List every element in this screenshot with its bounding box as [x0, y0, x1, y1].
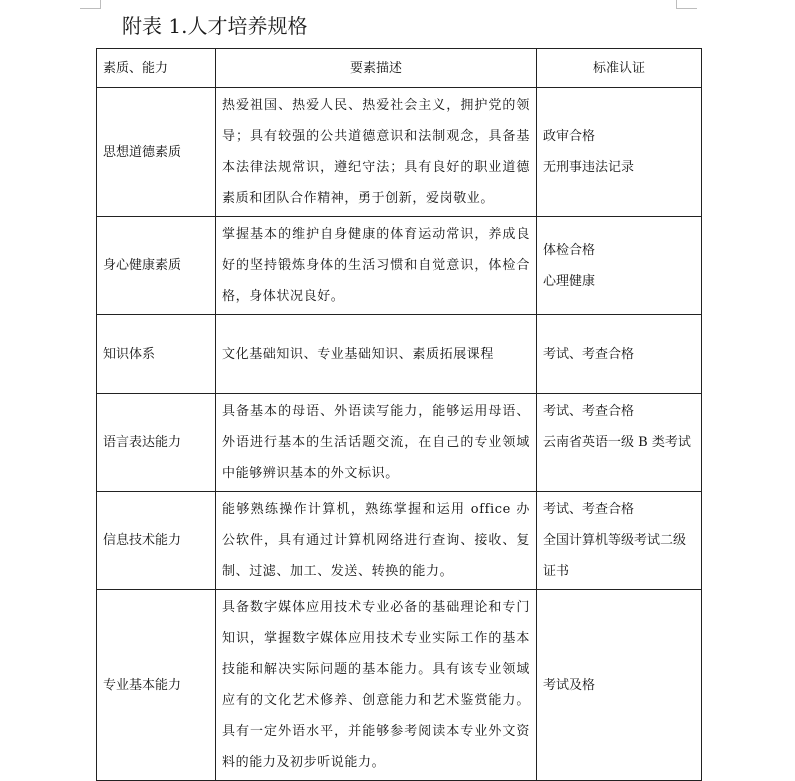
table-row: [97, 315, 702, 394]
table-header-row: [97, 49, 702, 88]
header-quality: 素质、能力: [97, 49, 216, 88]
row-standard: [537, 88, 702, 217]
row-standard: [537, 217, 702, 315]
standard-line: 云南省英语一级 B 类考试: [543, 435, 691, 450]
standard-line: 体检合格: [543, 242, 596, 258]
standard-line: 考试、考查合格: [543, 404, 635, 419]
standard-line: 无刑事违法记录: [543, 160, 635, 175]
talent-spec-table: [96, 48, 702, 781]
row-quality: 知识体系: [97, 315, 216, 394]
row-quality: 身心健康素质: [97, 217, 216, 315]
table-row: [97, 88, 702, 217]
document-title: 附表 1.人才培养规格: [122, 14, 308, 38]
standard-line: 政审合格: [543, 129, 596, 144]
row-standard: [537, 315, 702, 394]
row-description-text: 掌握基本的维护自身健康的体育运动常识，养成良好的坚持锻炼身体的生活习惯和自觉意识，体检合格，身体状况良好。: [222, 227, 530, 304]
row-quality: 专业基本能力: [97, 590, 216, 781]
row-quality: 思想道德素质: [97, 88, 216, 217]
row-description-text: 热爱祖国、热爱人民、热爱社会主义，拥护党的领导；具有较强的公共道德意识和法制观念，具备基本法律法规常识，遵纪守法；具有良好的职业道德素质和团队合作精神，勇于创新，爱岗敬业。: [222, 98, 530, 206]
standard-line: 考试及格: [543, 677, 596, 693]
row-description: [216, 315, 537, 394]
table-row: [97, 217, 702, 315]
row-standard: [537, 394, 702, 492]
header-standard: 标准认证: [537, 49, 702, 88]
row-description: [216, 394, 537, 492]
table-row: [97, 590, 702, 781]
header-description: 要素描述: [216, 49, 537, 88]
row-description: [216, 492, 537, 590]
row-quality: 语言表达能力: [97, 394, 216, 492]
standard-line: 心理健康: [543, 273, 596, 289]
table-row: [97, 394, 702, 492]
row-quality: 信息技术能力: [97, 492, 216, 590]
row-standard: [537, 590, 702, 781]
row-description: [216, 590, 537, 781]
row-description-text: 具备数字媒体应用技术专业必备的基础理论和专门知识，掌握数字媒体应用技术专业实际工作的基本技能和解决实际问题的基本能力。具有该专业领域应有的文化艺术修养、创意能力和艺术鉴赏能力。具有一定外语水平，并能够参考阅读本专业外文资料的能力及初步听说能力。: [222, 600, 530, 770]
row-standard: [537, 492, 702, 590]
standard-line: 全国计算机等级考试二级证书: [543, 533, 687, 579]
row-description-text: 具备基本的母语、外语读写能力，能够运用母语、外语进行基本的生活话题交流，在自己的专业领域中能够辨识基本的外文标识。: [222, 404, 530, 481]
row-description: [216, 88, 537, 217]
table-row: [97, 492, 702, 590]
standard-line: 考试、考查合格: [543, 502, 635, 517]
row-description: [216, 217, 537, 315]
row-description-text: 能够熟练操作计算机，熟练掌握和运用 office 办公软件，具有通过计算机网络进行查询、接收、复制、过滤、加工、发送、转换的能力。: [222, 502, 530, 579]
row-description-text: 文化基础知识、专业基础知识、素质拓展课程: [222, 346, 495, 362]
page-corner-mark-left: [80, 0, 101, 9]
page-corner-mark-right: [676, 0, 697, 9]
standard-line: 考试、考查合格: [543, 346, 635, 362]
